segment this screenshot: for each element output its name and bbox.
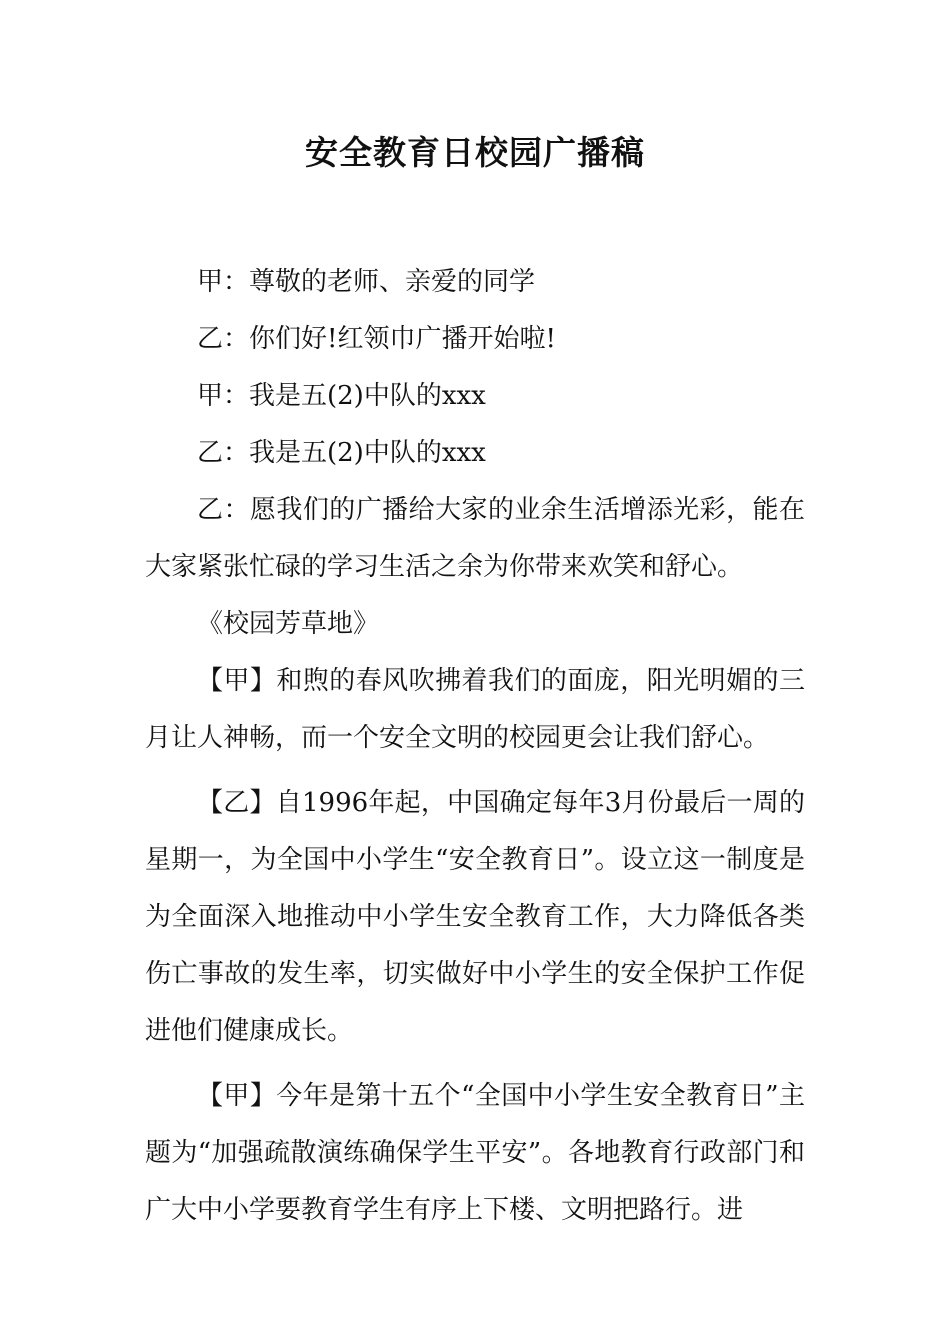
- document-body: [145, 254, 805, 1239]
- paragraph-history: 【乙】自1996年起，中国确定每年3月份最后一周的星期一，为全国中小学生“安全教育日”。设立这一制度是为全面深入地推动中小学生安全教育工作，大力降低各类伤亡事故的发生率，切实做好中小学生的安全保护工作促进他们健康成长。: [145, 788, 805, 1046]
- paragraph-spring: 【甲】和煦的春风吹拂着我们的面庞，阳光明媚的三月让人神畅，而一个安全文明的校园更会让我们舒心。: [145, 666, 805, 753]
- paragraph-theme: 【甲】今年是第十五个“全国中小学生安全教育日”主题为“加强疏散演练确保学生平安”。各地教育行政部门和广大中小学要教育学生有序上下楼、文明把路行。进: [145, 1081, 805, 1225]
- paragraph-hello: 乙：你们好!红领巾广播开始啦!: [197, 324, 556, 354]
- paragraph-host-a-intro: 甲：我是五(2)中队的xxx: [197, 381, 486, 411]
- paragraph-greeting: 甲：尊敬的老师、亲爱的同学: [197, 267, 536, 297]
- paragraph-wish: 乙：愿我们的广播给大家的业余生活增添光彩，能在大家紧张忙碌的学习生活之余为你带来欢笑和舒心。: [145, 495, 805, 582]
- document-title: 安全教育日校园广播稿: [305, 133, 645, 172]
- paragraph-section-heading: 《校园芳草地》: [197, 609, 380, 639]
- paragraph-host-b-intro: 乙：我是五(2)中队的xxx: [197, 438, 486, 468]
